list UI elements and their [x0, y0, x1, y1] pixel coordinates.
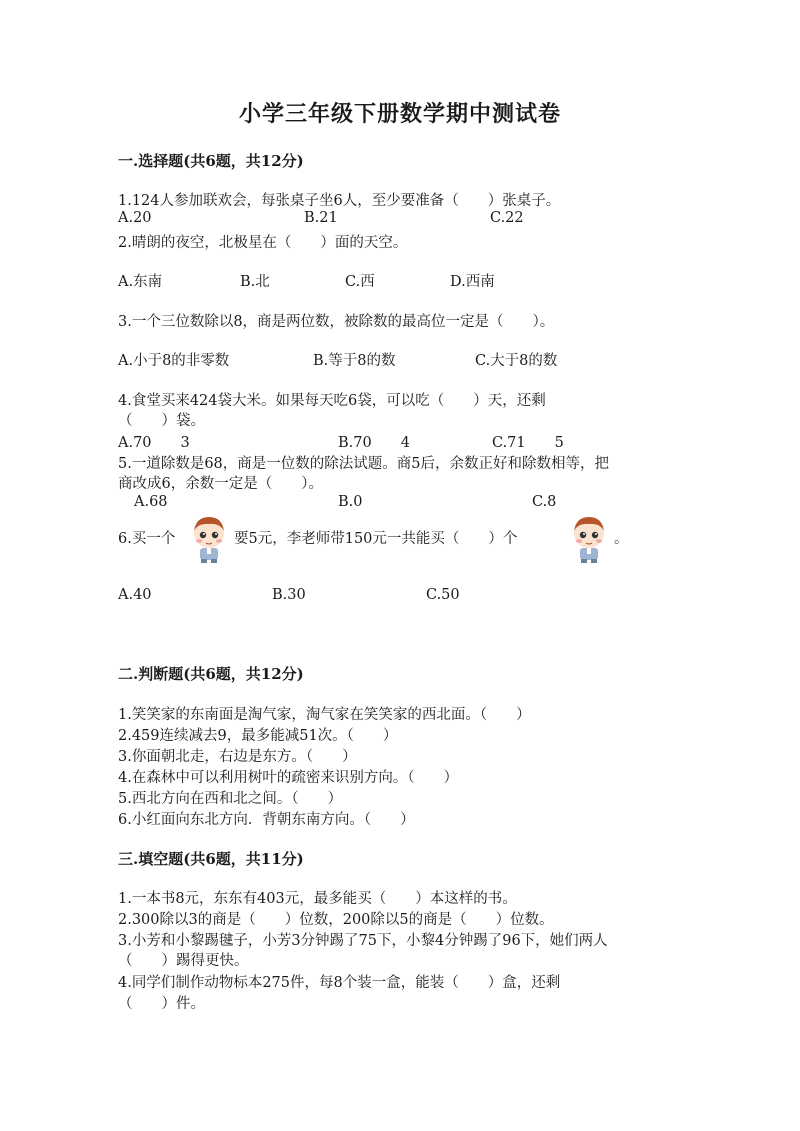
choice-q2-option-d: D.西南 [450, 274, 495, 290]
choice-q6-text-part3: 。 [614, 531, 629, 547]
choice-q5-text-line2: 商改成6，余数一定是（ ）。 [118, 476, 323, 492]
judge-q3: 3.你面朝北走，右边是东方。（ ） [118, 749, 357, 765]
fill-q3-line1: 3.小芳和小黎踢毽子，小芳3分钟踢了75下，小黎4分钟踢了96下，她们两人 [118, 933, 608, 949]
choice-q3-option-a: A.小于8的非零数 [118, 353, 230, 369]
choice-q2-option-b: B.北 [240, 274, 270, 290]
choice-q4-option-c: C.71 5 [492, 435, 564, 451]
judge-q2: 2.459连续减去9，最多能减51次。（ ） [118, 728, 398, 744]
judge-q1: 1.笑笑家的东南面是淘气家，淘气家在笑笑家的西北面。（ ） [118, 707, 531, 723]
choice-q5-option-b: B.0 [338, 494, 363, 510]
section-heading-choice: 一.选择题(共6题，共12分) [118, 152, 304, 170]
choice-q4-text-line1: 4.食堂买来424袋大米。如果每天吃6袋，可以吃（ ）天，还剩 [118, 393, 546, 409]
page-title: 小学三年级下册数学期中测试卷 [238, 101, 561, 127]
choice-q5-option-a: A.68 [134, 494, 168, 510]
section-heading-judge: 二.判断题(共6题，共12分) [118, 665, 304, 683]
fill-q4-line2: （ ）件。 [118, 996, 205, 1012]
fill-q2: 2.300除以3的商是（ ）位数，200除以5的商是（ ）位数。 [118, 912, 554, 928]
choice-q5-text-line1: 5.一道除数是68，商是一位数的除法试题。商5后，余数正好和除数相等，把 [118, 456, 610, 472]
choice-q2-option-a: A.东南 [118, 274, 163, 290]
choice-q6-option-c: C.50 [426, 587, 460, 603]
choice-q1-option-b: B.21 [304, 210, 338, 226]
choice-q3-option-b: B.等于8的数 [313, 353, 396, 369]
choice-q1-option-a: A.20 [118, 210, 152, 226]
choice-q5-option-c: C.8 [532, 494, 557, 510]
judge-q5: 5.西北方向在西和北之间。（ ） [118, 791, 343, 807]
choice-q3-text: 3.一个三位数除以8，商是两位数，被除数的最高位一定是（ ）。 [118, 314, 555, 330]
choice-q4-text-line2: （ ）袋。 [118, 413, 205, 429]
choice-q6-option-a: A.40 [118, 587, 152, 603]
section-heading-fill: 三.填空题(共6题，共11分) [118, 850, 304, 868]
boy-cartoon-icon [188, 513, 230, 563]
choice-q1-option-c: C.22 [490, 210, 524, 226]
choice-q2-option-c: C.西 [345, 274, 375, 290]
choice-q3-option-c: C.大于8的数 [475, 353, 558, 369]
fill-q4-line1: 4.同学们制作动物标本275件，每8个装一盒，能装（ ）盒，还剩 [118, 975, 561, 991]
judge-q6: 6.小红面向东北方向．背朝东南方向。（ ） [118, 812, 415, 828]
fill-q3-line2: （ ）踢得更快。 [118, 953, 249, 969]
choice-q6-option-b: B.30 [272, 587, 306, 603]
choice-q1-text: 1.124人参加联欢会，每张桌子坐6人，至少要准备（ ）张桌子。 [118, 193, 561, 209]
boy-cartoon-icon [568, 513, 610, 563]
judge-q4: 4.在森林中可以利用树叶的疏密来识别方向。（ ） [118, 770, 459, 786]
choice-q4-option-b: B.70 4 [338, 435, 410, 451]
choice-q6-text-part2: 要5元，李老师带150元一共能买（ ）个 [234, 531, 518, 547]
choice-q2-text: 2.晴朗的夜空，北极星在（ ）面的天空。 [118, 235, 408, 251]
choice-q4-option-a: A.70 3 [118, 435, 190, 451]
fill-q1: 1.一本书8元，东东有403元，最多能买（ ）本这样的书。 [118, 891, 517, 907]
choice-q6-text-part1: 6.买一个 [118, 531, 176, 547]
